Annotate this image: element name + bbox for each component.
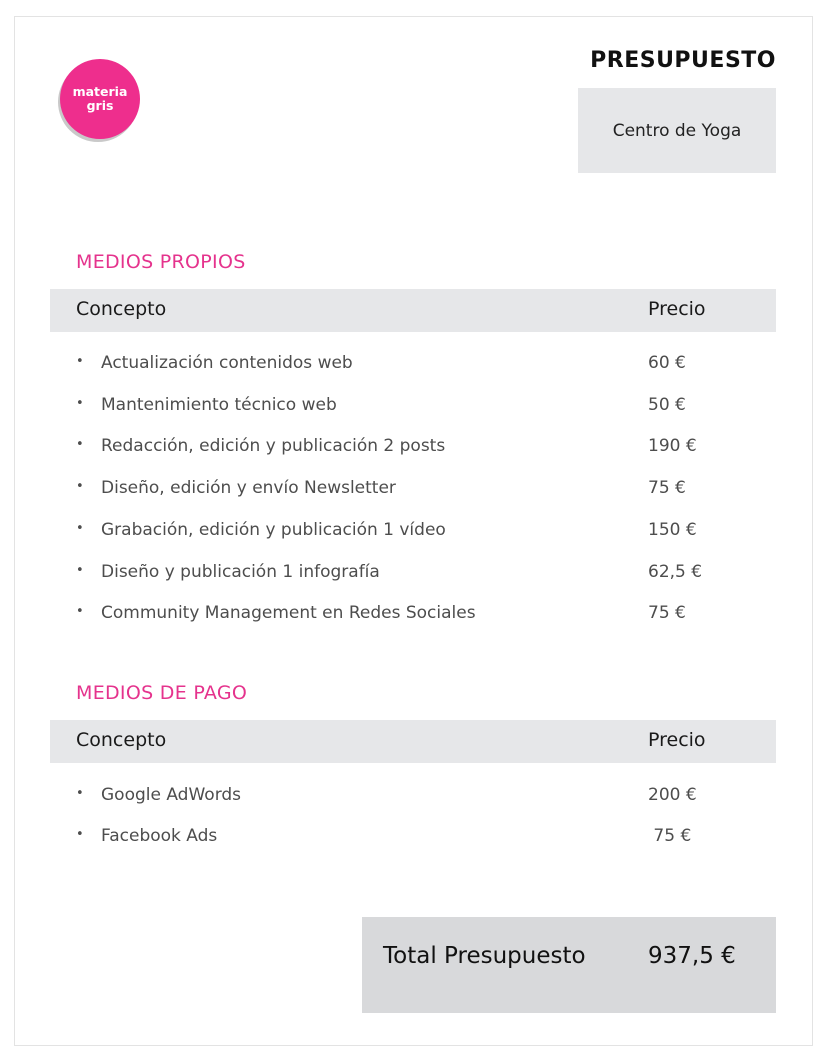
- item-price: 190 €: [648, 436, 697, 456]
- bullet-icon: •: [76, 479, 84, 494]
- item-concept: Redacción, edición y publicación 2 posts: [101, 436, 446, 456]
- item-price: 62,5 €: [648, 562, 703, 582]
- item-price: 75 €: [648, 603, 686, 623]
- bullet-icon: •: [76, 521, 84, 536]
- item-concept: Mantenimiento técnico web: [101, 395, 337, 415]
- item-concept: Google AdWords: [101, 785, 242, 805]
- column-header-price: Precio: [648, 729, 706, 751]
- section-title-medios-propios: MEDIOS PROPIOS: [76, 251, 246, 273]
- item-concept: Actualización contenidos web: [101, 353, 353, 373]
- table-header-medios-propios: [50, 289, 776, 332]
- bullet-icon: •: [76, 563, 84, 578]
- item-price: 75 €: [648, 478, 686, 498]
- column-header-price: Precio: [648, 298, 706, 320]
- list-item: [76, 478, 776, 508]
- list-item: [76, 562, 776, 592]
- item-price: 60 €: [648, 353, 686, 373]
- logo-line-1: materia: [72, 84, 128, 99]
- list-item: [76, 395, 776, 425]
- bullet-icon: •: [76, 396, 84, 411]
- total-value: 937,5 €: [648, 943, 736, 969]
- list-item: [76, 520, 776, 550]
- bullet-icon: •: [76, 437, 84, 452]
- bullet-icon: •: [76, 786, 84, 801]
- item-concept: Diseño, edición y envío Newsletter: [101, 478, 396, 498]
- list-item: [76, 603, 776, 633]
- item-price: 150 €: [648, 520, 697, 540]
- total-label: Total Presupuesto: [383, 943, 586, 969]
- bullet-icon: •: [76, 827, 84, 842]
- list-item: [76, 436, 776, 466]
- client-name: Centro de Yoga: [612, 120, 742, 141]
- bullet-icon: •: [76, 604, 84, 619]
- section-title-medios-de-pago: MEDIOS DE PAGO: [76, 682, 248, 704]
- item-price: 75 €: [648, 826, 692, 846]
- list-item: [76, 826, 776, 856]
- client-name-box: [578, 88, 776, 173]
- item-concept: Grabación, edición y publicación 1 vídeo: [101, 520, 446, 540]
- list-item: [76, 785, 776, 815]
- logo-line-2: gris: [86, 98, 114, 113]
- list-item: [76, 353, 776, 383]
- column-header-concept: Concepto: [76, 298, 167, 320]
- item-price: 50 €: [648, 395, 686, 415]
- item-concept: Community Management en Redes Sociales: [101, 603, 476, 623]
- document-title: PRESUPUESTO: [590, 48, 776, 73]
- total-box: [362, 917, 776, 1013]
- item-price: 200 €: [648, 785, 697, 805]
- materia-gris-logo: [60, 59, 140, 139]
- column-header-concept: Concepto: [76, 729, 167, 751]
- item-concept: Facebook Ads: [101, 826, 218, 846]
- item-concept: Diseño y publicación 1 infografía: [101, 562, 380, 582]
- table-header-medios-de-pago: [50, 720, 776, 763]
- bullet-icon: •: [76, 354, 84, 369]
